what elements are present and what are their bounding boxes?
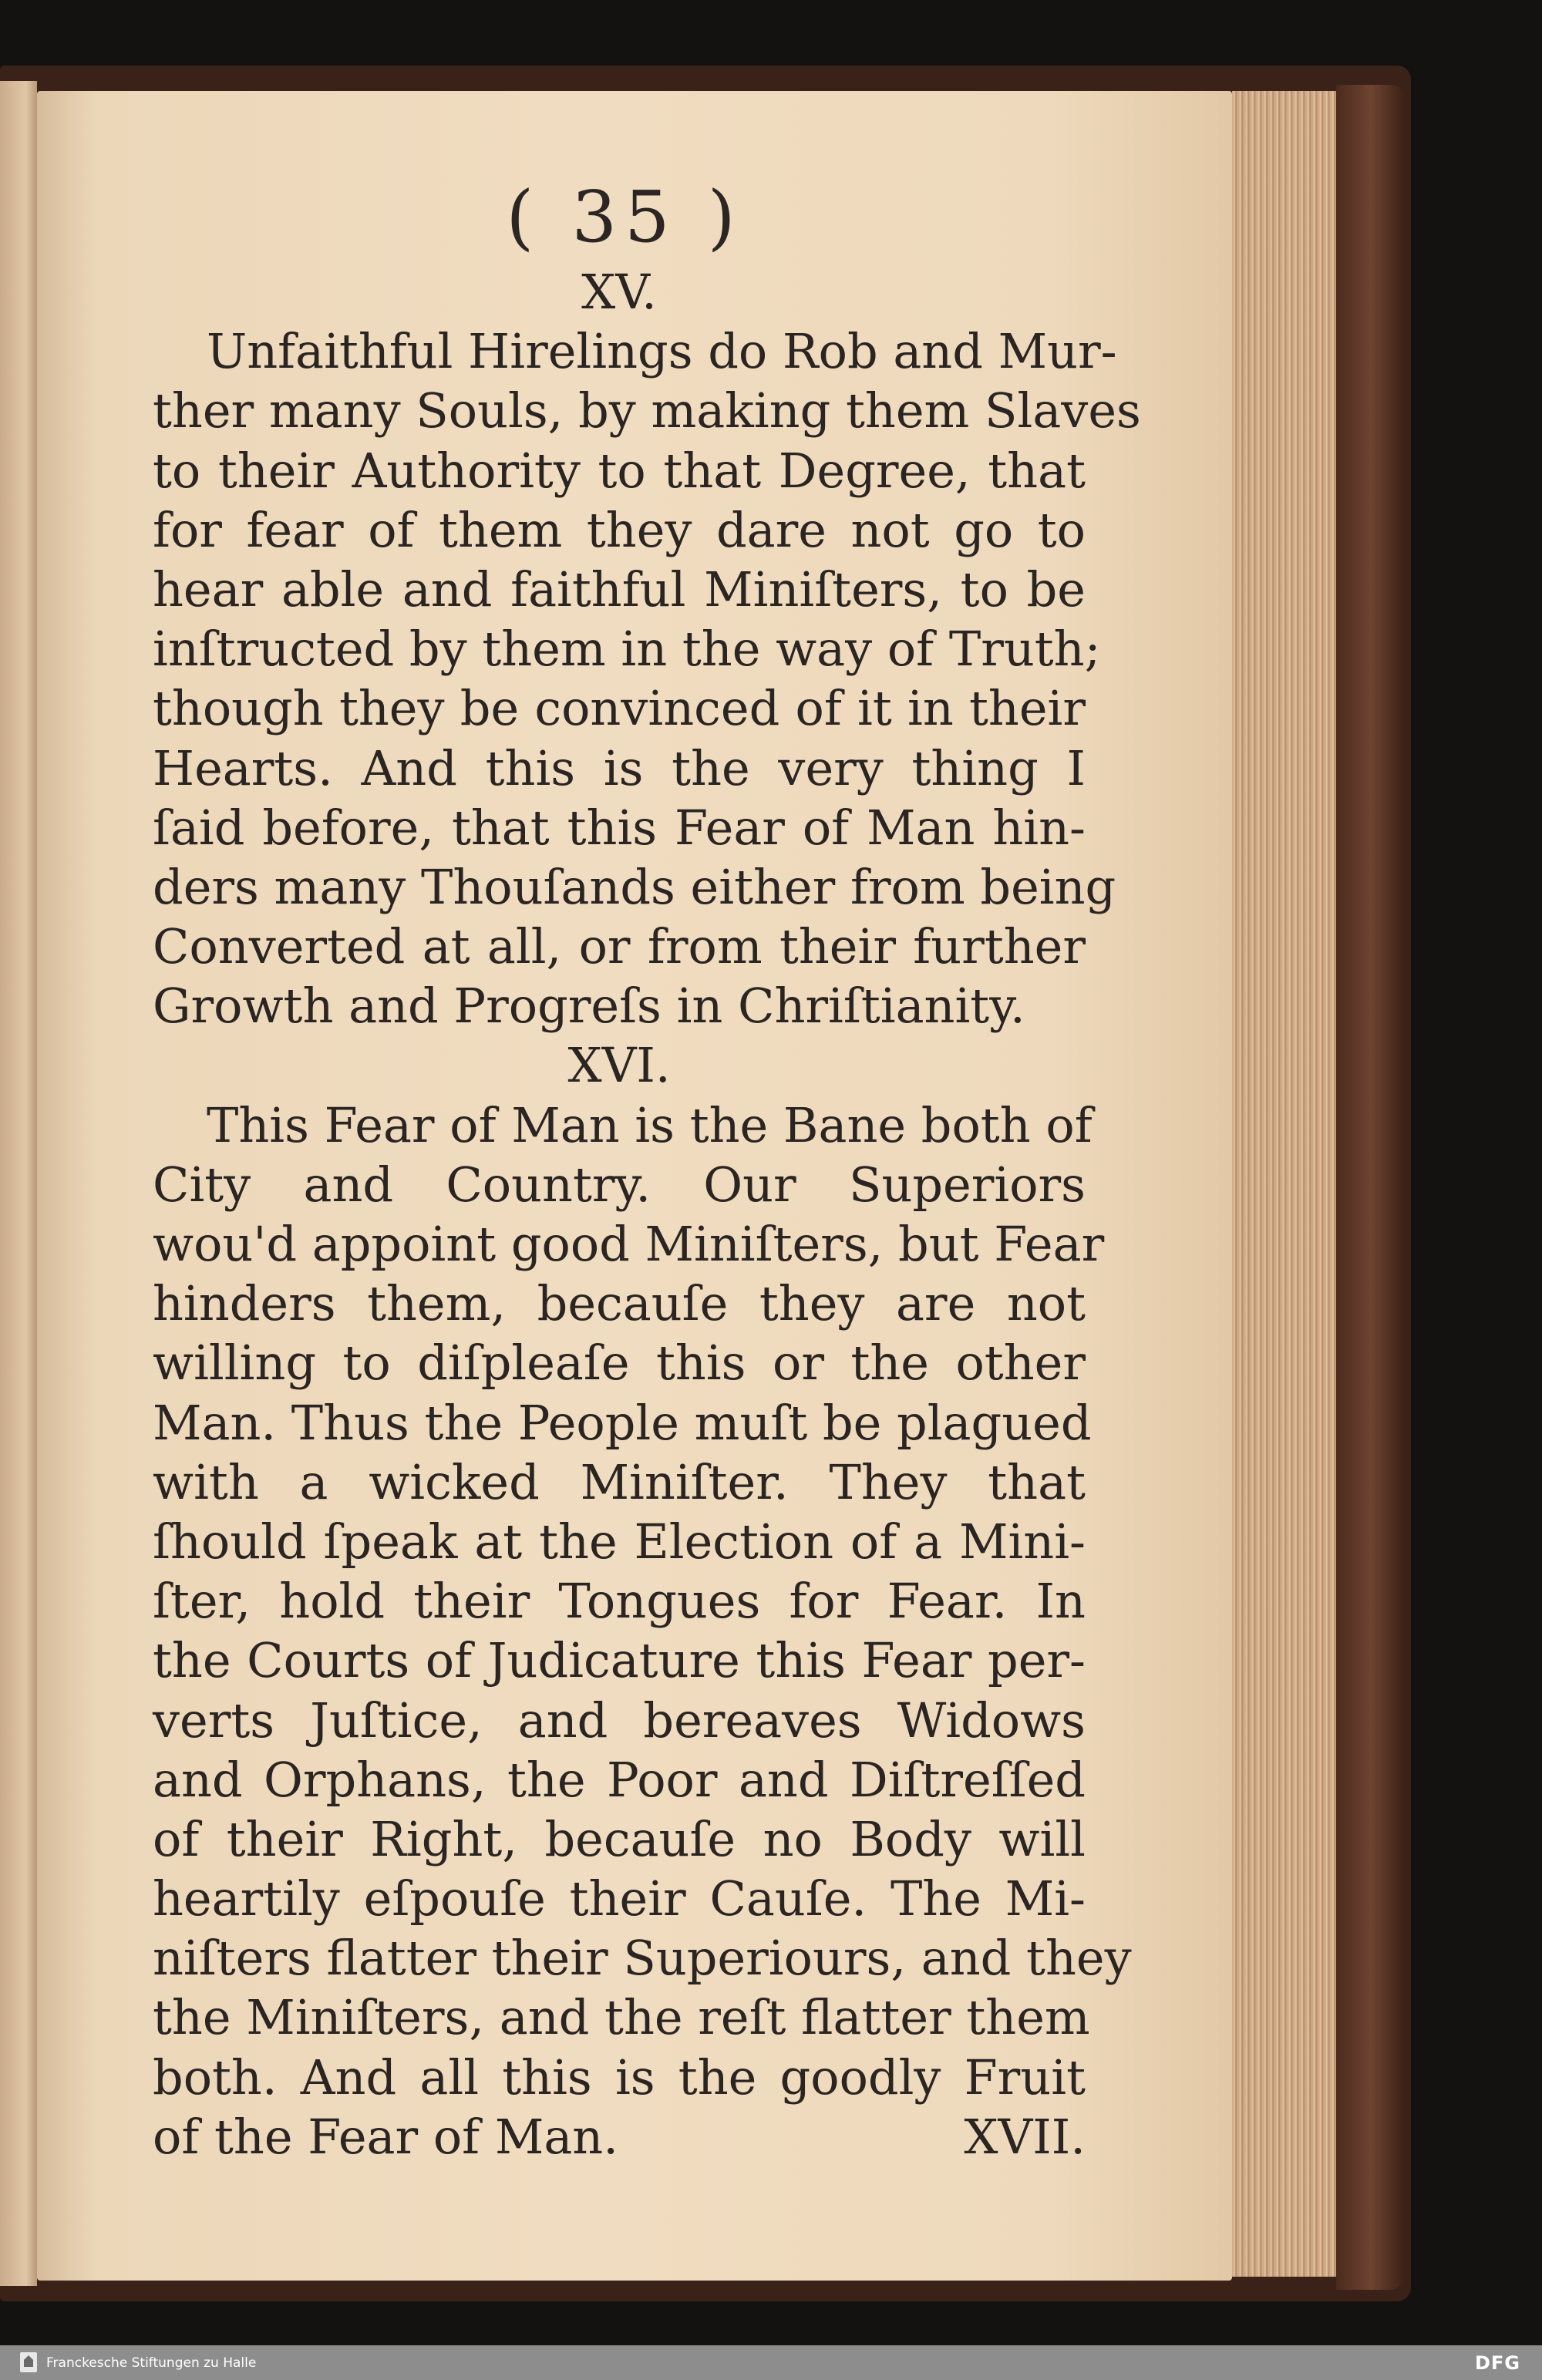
last-line-row	[153, 2107, 1086, 2166]
section-heading: XV.	[581, 264, 657, 320]
section-heading: XVI.	[567, 1037, 671, 1094]
text-line: ſhould ſpeak at the Election of a Mini-	[153, 1513, 1086, 1570]
text-line: City and Country. Our Superiors	[153, 1156, 1086, 1213]
text-line: wou'd appoint good Miniſters, but Fear	[153, 1216, 1105, 1272]
text-line: niſters flatter their Superiours, and they	[153, 1930, 1132, 1987]
text-line: both. And all this is the goodly Fruit	[153, 2048, 1086, 2106]
page-edges	[1232, 91, 1336, 2277]
text-line: Converted at all, or from their further	[153, 918, 1086, 975]
library-logo-icon	[20, 2352, 37, 2372]
text-line: Hearts. And this is the very thing I	[153, 739, 1086, 796]
viewer-footer	[0, 2345, 1542, 2380]
text-line: Man. Thus the People muſt be plagued	[153, 1394, 1092, 1451]
provider-logo: DFG	[1474, 2352, 1520, 2374]
cover-board	[1336, 85, 1406, 2290]
text-line: ders many Thouſands either from being	[153, 858, 1116, 915]
text-line: the Miniſters, and the reſt flatter them	[153, 1989, 1090, 2046]
text-line: of their Right, becauſe no Body will	[153, 1810, 1086, 1867]
text-line: hinders them, becauſe they are not	[153, 1275, 1086, 1332]
text-line: Growth and Progreſs in Chriſtianity.	[153, 978, 1025, 1035]
text-line: the Courts of Judicature this Fear per-	[153, 1632, 1086, 1689]
text-line: willing to diſpleaſe this or the other	[153, 1335, 1086, 1392]
text-line: heartily eſpouſe their Cauſe. The Mi-	[153, 1870, 1086, 1927]
text-line: of the Fear of Man.	[153, 2108, 618, 2165]
text-line: for fear of them they dare not go to	[153, 501, 1086, 558]
text-line: hear able and faithful Miniſters, to be	[153, 560, 1086, 618]
text-line: inſtructed by them in the way of Truth;	[153, 621, 1101, 678]
catchword: XVII.	[964, 2108, 1086, 2165]
text-line: ſter, hold their Tongues for Fear. In	[153, 1573, 1086, 1630]
text-line: verts Juſtice, and bereaves Widows	[153, 1692, 1086, 1749]
text-line: with a wicked Miniſter. They that	[153, 1453, 1086, 1510]
page-number: ( 35 )	[506, 176, 743, 258]
facing-page-edge	[0, 81, 37, 2286]
text-line: to their Authority to that Degree, that	[153, 442, 1086, 499]
text-line: Unfaithful Hirelings do Rob and Mur-	[207, 323, 1117, 380]
text-line: ſaid before, that this Fear of Man hin-	[153, 799, 1086, 856]
text-line: This Fear of Man is the Bane both of	[207, 1096, 1093, 1153]
institution-name: Franckesche Stiftungen zu Halle	[46, 2355, 257, 2371]
text-line: and Orphans, the Poor and Diſtreſſed	[153, 1751, 1086, 1808]
text-line: ther many Souls, by making them Slaves	[153, 382, 1141, 439]
page-text	[153, 262, 1141, 2166]
text-line: though they be convinced of it in their	[153, 680, 1086, 737]
